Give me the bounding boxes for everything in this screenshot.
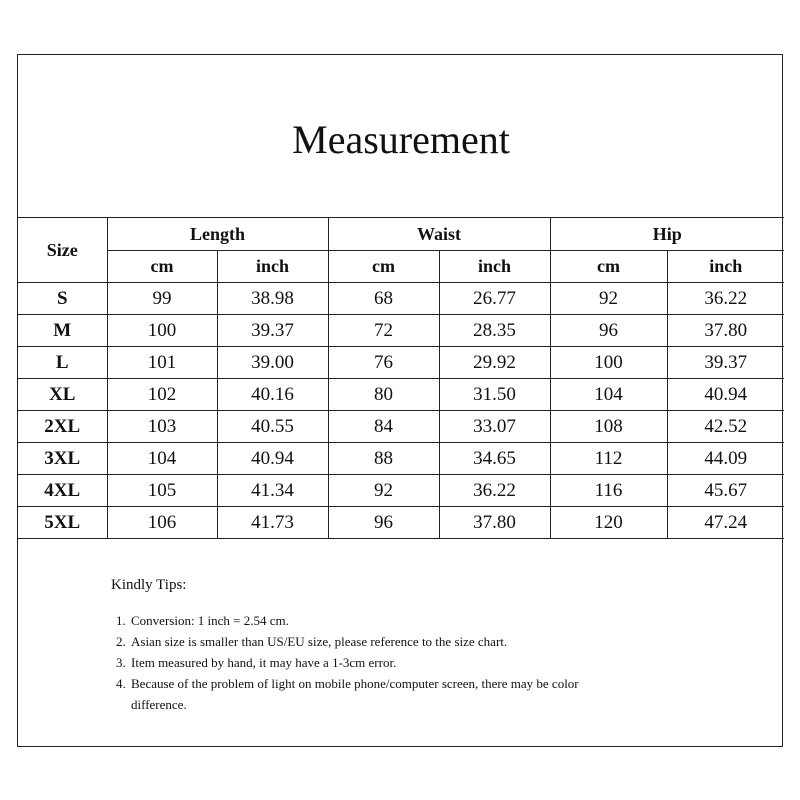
table-row <box>18 347 784 379</box>
table-cell: 104 <box>550 379 667 411</box>
table-cell: 36.22 <box>667 283 784 315</box>
table-cell: 33.07 <box>439 411 550 443</box>
table-row <box>18 475 784 507</box>
unit-header: inch <box>217 251 328 283</box>
size-cell: 5XL <box>18 507 107 539</box>
size-cell: 3XL <box>18 443 107 475</box>
size-cell: XL <box>18 379 107 411</box>
size-cell: M <box>18 315 107 347</box>
table-row <box>18 379 784 411</box>
tip-item: 3. Item measured by hand, it may have a 1-3cm error. <box>129 652 611 673</box>
table-cell: 112 <box>550 443 667 475</box>
tip-item: 1. Conversion: 1 inch = 2.54 cm. <box>129 610 611 631</box>
tip-item: 4. Because of the problem of light on mobile phone/computer screen, there may be color difference. <box>129 673 611 715</box>
table-cell: 103 <box>107 411 217 443</box>
table-cell: 44.09 <box>667 443 784 475</box>
unit-header: cm <box>328 251 439 283</box>
table-cell: 40.94 <box>667 379 784 411</box>
table-row <box>18 507 784 539</box>
table-cell: 39.37 <box>667 347 784 379</box>
unit-header: inch <box>667 251 784 283</box>
size-cell: 4XL <box>18 475 107 507</box>
length-header: Length <box>107 218 328 251</box>
table-cell: 100 <box>550 347 667 379</box>
table-cell: 31.50 <box>439 379 550 411</box>
table-cell: 39.00 <box>217 347 328 379</box>
table-cell: 40.16 <box>217 379 328 411</box>
table-cell: 41.73 <box>217 507 328 539</box>
table-cell: 92 <box>550 283 667 315</box>
table-cell: 76 <box>328 347 439 379</box>
unit-header: cm <box>550 251 667 283</box>
table-cell: 106 <box>107 507 217 539</box>
size-cell: 2XL <box>18 411 107 443</box>
table-cell: 108 <box>550 411 667 443</box>
waist-header: Waist <box>328 218 550 251</box>
table-cell: 37.80 <box>439 507 550 539</box>
table-cell: 29.92 <box>439 347 550 379</box>
table-cell: 104 <box>107 443 217 475</box>
tips-title: Kindly Tips: <box>111 577 187 593</box>
page-title: Measurement <box>292 117 510 162</box>
size-cell: L <box>18 347 107 379</box>
table-body <box>18 283 784 539</box>
table-header-row <box>18 218 784 251</box>
size-chart-table <box>18 217 784 539</box>
unit-header-row <box>18 251 784 283</box>
table-cell: 37.80 <box>667 315 784 347</box>
size-cell: S <box>18 283 107 315</box>
table-cell: 34.65 <box>439 443 550 475</box>
table-cell: 68 <box>328 283 439 315</box>
table-cell: 28.35 <box>439 315 550 347</box>
table-cell: 105 <box>107 475 217 507</box>
table-cell: 99 <box>107 283 217 315</box>
table-cell: 40.55 <box>217 411 328 443</box>
table-cell: 42.52 <box>667 411 784 443</box>
tips-list <box>111 610 611 715</box>
kindly-tips <box>111 575 611 715</box>
table-row <box>18 283 784 315</box>
table-cell: 116 <box>550 475 667 507</box>
hip-header: Hip <box>550 218 784 251</box>
table-cell: 39.37 <box>217 315 328 347</box>
table-cell: 72 <box>328 315 439 347</box>
table-cell: 84 <box>328 411 439 443</box>
table-row <box>18 443 784 475</box>
table-cell: 96 <box>550 315 667 347</box>
table-cell: 92 <box>328 475 439 507</box>
table-cell: 45.67 <box>667 475 784 507</box>
table-cell: 41.34 <box>217 475 328 507</box>
table-row <box>18 411 784 443</box>
table-cell: 100 <box>107 315 217 347</box>
table-cell: 80 <box>328 379 439 411</box>
table-cell: 101 <box>107 347 217 379</box>
tip-item: 2. Asian size is smaller than US/EU size, please reference to the size chart. <box>129 631 611 652</box>
table-row <box>18 315 784 347</box>
size-header: Size <box>18 218 107 283</box>
table-cell: 47.24 <box>667 507 784 539</box>
table-cell: 102 <box>107 379 217 411</box>
table-cell: 120 <box>550 507 667 539</box>
table-cell: 38.98 <box>217 283 328 315</box>
table-cell: 96 <box>328 507 439 539</box>
unit-header: inch <box>439 251 550 283</box>
measurement-card <box>17 54 783 747</box>
table-cell: 26.77 <box>439 283 550 315</box>
table-cell: 88 <box>328 443 439 475</box>
table-cell: 40.94 <box>217 443 328 475</box>
unit-header: cm <box>107 251 217 283</box>
table-cell: 36.22 <box>439 475 550 507</box>
